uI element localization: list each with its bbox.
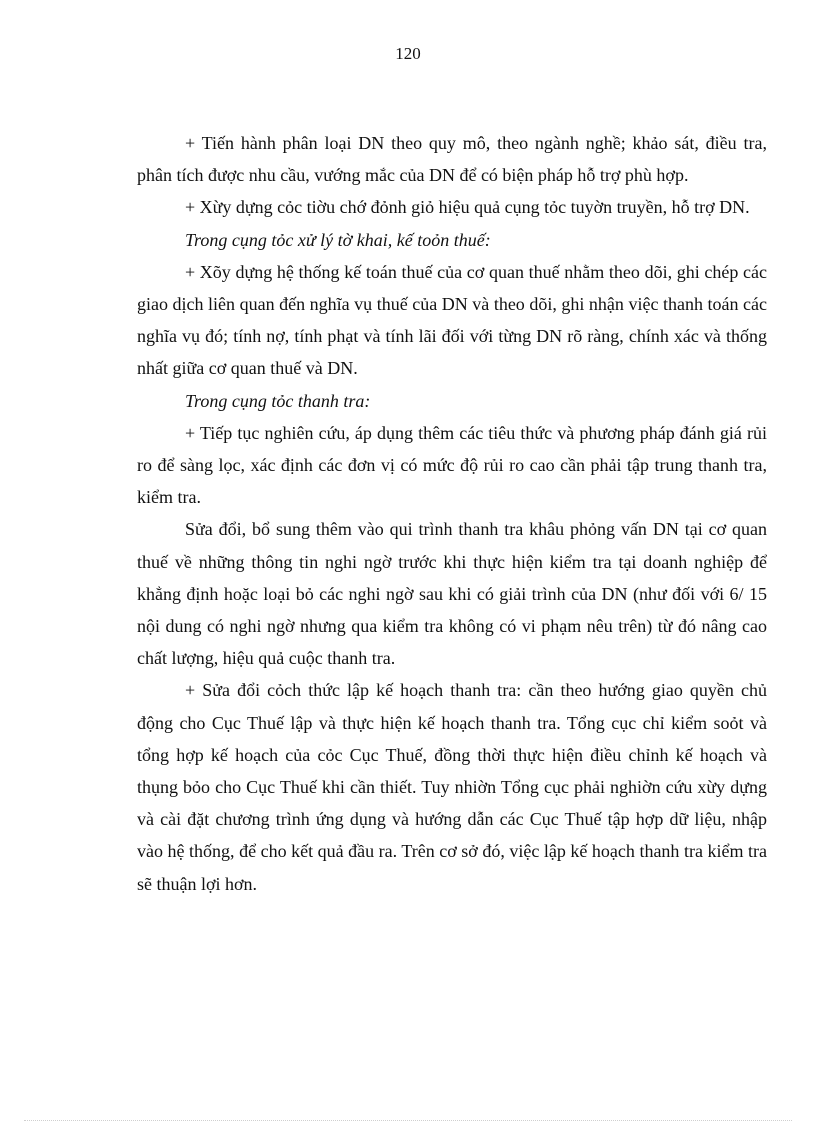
paragraph-2: + Xừy dựng cỏc tiờu chớ đỏnh giỏ hiệu quả cụng tỏc tuyờn truyền, hỗ trợ DN. [185,197,750,218]
paragraph-5: Sửa đổi, bổ sung thêm vào qui trình thanh tra khâu phỏng vấn DN tại cơ quan thuế về những thông tin nghi ngờ trước khi thực hiện kiểm tra tại doanh nghiệp để khẳng định hoặc loại bỏ các nghi ngờ sau khi có giải trình của DN (như đối với 6/ 15 nội dung có nghi ngờ nhưng qua kiểm tra không có vi phạm nêu trên) từ đó nâng cao chất lượng, hiệu quả cuộc thanh tra. [137,519,767,669]
page-number: 120 [395,44,421,63]
paragraph-1: + Tiến hành phân loại DN theo quy mô, theo ngành nghề; khảo sát, điều tra, phân tích được nhu cầu, vướng mắc của DN để có biện pháp hỗ trợ phù hợp. [137,133,767,186]
paragraph-3: + Xõy dựng hệ thống kế toán thuế của cơ quan thuế nhằm theo dõi, ghi chép các giao dịch liên quan đến nghĩa vụ thuế của DN và theo dõi, ghi nhận việc thanh toán các nghĩa vụ đó; tính nợ, tính phạt và tính lãi đối với từng DN rõ ràng, chính xác và thống nhất giữa cơ quan thuế và DN. [137,261,767,379]
section-heading-returns-processing: Trong cụng tỏc xử lý tờ khai, kế toỏn thuế: [185,229,491,250]
section-heading-inspection: Trong cụng tỏc thanh tra: [185,390,371,411]
body-text [137,127,767,900]
paragraph-4: + Tiếp tục nghiên cứu, áp dụng thêm các tiêu thức và phương pháp đánh giá rủi ro để sàng lọc, xác định các đơn vị có mức độ rủi ro cao cần phải tập trung thanh tra, kiểm tra. [137,422,767,508]
paragraph-6: + Sửa đổi cỏch thức lập kế hoạch thanh tra: cần theo hướng giao quyền chủ động cho Cục Thuế lập và thực hiện kế hoạch thanh tra. Tổng cục chỉ kiểm soỏt và tổng hợp kế hoạch của cỏc Cục Thuế, đồng thời thực hiện điều chỉnh kế hoạch và thụng bỏo cho Cục Thuế khi cần thiết. Tuy nhiờn Tổng cục phải nghiờn cứu xừy dựng và cài đặt chương trình ứng dụng và hướng dẫn các Cục Thuế tập hợp dữ liệu, nhập vào hệ thống, để cho kết quả đầu ra. Trên cơ sở đó, việc lập kế hoạch thanh tra kiểm tra sẽ thuận lợi hơn. [137,680,767,894]
page-bottom-divider [24,1120,792,1121]
